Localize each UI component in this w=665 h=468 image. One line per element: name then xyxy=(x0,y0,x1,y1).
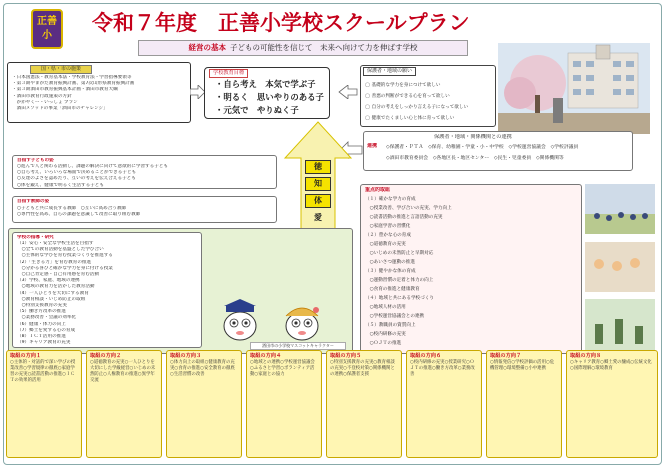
learning-line: ○教育相談・いじめ防止の取組 xyxy=(17,296,86,302)
priority-measures-title: 重点的取組 xyxy=(365,187,391,193)
direction-card xyxy=(246,350,322,458)
school-goal-item: ・元気で やりぬく子 xyxy=(215,105,299,115)
direction-card xyxy=(326,350,402,458)
priority-measures-box xyxy=(360,184,582,354)
school-logo-text: 正善小 xyxy=(37,16,57,41)
collaboration-box xyxy=(363,131,633,171)
measure-line: （１）確かな学力の育成 xyxy=(365,197,416,202)
school-goal-item: ・自ら考え 本気で学ぶ子 xyxy=(215,79,316,89)
collaboration-row: ◇保護者・ＰＴＡ ◇保育、幼稚園・学童・小・中学校 ◇学校運営協議会 ◇学校評議員 xyxy=(386,145,579,150)
measure-line: ○食育の推進と健康教育 xyxy=(365,287,420,292)
direction-card-title: 取組の方向２ xyxy=(90,353,122,359)
school-building-illustration xyxy=(498,43,650,134)
national-line: かがやくー・いっしょ プラン xyxy=(12,99,78,105)
school-goal-item: ・明るく 思いやりのある子 xyxy=(215,92,324,102)
direction-card-title: 取組の方向７ xyxy=(490,353,522,359)
school-building-photo xyxy=(498,43,650,134)
national-policy-box xyxy=(7,62,191,123)
national-line: ・第３期酒田市教育振興基本計画・酒田市教育大綱 xyxy=(12,87,118,93)
direction-card xyxy=(566,350,658,458)
target-children-title: 目指す子どもの姿 xyxy=(17,158,54,163)
learning-line: （2）「生きる力」を育む教育の推進 xyxy=(17,259,92,265)
learning-line: （7）郷土を愛する心の育成 xyxy=(17,327,76,333)
learning-line: （8）ＩＣＴ活用の推進 xyxy=(17,334,66,340)
direction-card-title: 取組の方向８ xyxy=(570,353,602,359)
activity-photos xyxy=(585,184,655,354)
direction-card-title: 取組の方向３ xyxy=(170,353,202,359)
target-teachers-list xyxy=(17,206,275,218)
direction-card xyxy=(86,350,162,458)
measure-line: ○校内研修の充実 xyxy=(365,332,406,337)
target-children-line: ○自ら考え、いろいろな場面で決めることができる子ども xyxy=(17,170,137,176)
measure-line: （２）豊かな心の育成 xyxy=(365,233,411,238)
learning-line: ○業務改善・会議の効率化 xyxy=(17,315,77,321)
pillar-knowledge: 知 xyxy=(305,177,331,191)
measure-line: ○いじめの未然防止と早期対応 xyxy=(365,251,434,256)
priority-measures-list xyxy=(365,195,580,348)
measure-line: ○授業改善、学び合いの充実、学力向上 xyxy=(365,206,452,211)
learning-line: ○地域の教育力を活かした教育活動 xyxy=(17,284,95,290)
learning-line: （5）働き方改革の推進 xyxy=(17,309,66,315)
direction-card xyxy=(406,350,482,458)
mascot-area xyxy=(206,296,346,352)
measure-line: （３）健やかな体の育成 xyxy=(365,269,416,274)
community-wishes-label: 保護者・地域の願い xyxy=(363,67,416,76)
direction-card-body: ○道徳教育の充実○一人ひとりを大切にした学級経営○いじめの未然防止○人権教育の推進○異学年交流 xyxy=(90,360,156,383)
pillar-love: 愛 xyxy=(314,213,322,222)
national-line: ・酒田市教育行政施策の方針 xyxy=(12,93,72,99)
philosophy-banner xyxy=(138,40,468,56)
target-children-line: ○体を鍛え、健康で明るく生活する子ども xyxy=(17,182,104,188)
measure-line: ○道徳教育の充実 xyxy=(365,242,406,247)
direction-card-title: 取組の方向６ xyxy=(410,353,442,359)
page-title: 令和７年度 正善小学校スクールプラン xyxy=(92,10,470,35)
measure-line: ○運動習慣の定着と体力の向上 xyxy=(365,278,434,283)
direction-card xyxy=(6,350,82,458)
measure-line: ○学校運営協議会との連携 xyxy=(365,314,425,319)
collaboration-row: ◇酒田市教育委員会 ◇各地区長・地区センター ◇民生・児童委員 ◇関係機関等 xyxy=(386,156,564,161)
mascot-illustration xyxy=(206,296,346,344)
national-policy-label: 国・県・市の施策 xyxy=(30,65,92,74)
wish-item: ◯ 善悪の判断ができる心を育って欲しい xyxy=(365,94,450,99)
wish-item: ◯ 健康でたくましい心と体に育って欲しい xyxy=(365,116,455,121)
target-teachers-line: ○子どもと共に成長する教師 ○互いに高め合う教師 xyxy=(17,206,127,211)
direction-card-title: 取組の方向１ xyxy=(10,353,42,359)
target-children-line: ○友達のよさを認めたり、互いの考えを伝え合える子ども xyxy=(17,176,136,182)
left-arrow-icon xyxy=(338,85,358,99)
measure-line: ○ＯＪＴの推進 xyxy=(365,341,402,346)
philosophy-key: 経営の基本 xyxy=(188,43,226,52)
target-children-line: ○進んで人と関わる活動し、課題の解決に向けて意欲的に学習する子ども xyxy=(17,164,169,169)
mascot-caption: 酒田市の小学校マスコットキャラクター xyxy=(250,342,346,350)
collaboration-label: 連携 xyxy=(367,143,378,149)
learning-line: ○自己肯定感・自己有用感を育む活動 xyxy=(17,272,100,278)
collaboration-title: 保護者・地域・関係機関との連携 xyxy=(434,134,512,140)
learning-line: （6）健康・体力の向上 xyxy=(17,321,66,327)
direction-card-body: ○体力向上の取組○健康教育の充実○食育の推進○安全教育の徹底○生活習慣の改善 xyxy=(170,360,235,377)
learning-line: ○主体的な学びを育む授業づくりを推進する xyxy=(17,253,113,259)
target-children-box xyxy=(12,155,277,189)
measure-line: ○読書活動の推進と言語活動の充実 xyxy=(365,215,443,220)
learning-title: 学校の指導・研究 xyxy=(17,235,54,240)
national-line: ・第３期やまがた教育振興計画、第7次山形県教育振興計画 xyxy=(12,81,135,87)
community-wishes-list xyxy=(365,80,495,124)
national-policy-list xyxy=(12,75,190,112)
school-logo xyxy=(31,9,63,49)
measure-line: （５）教職員の資質向上 xyxy=(365,323,416,328)
target-teachers-box xyxy=(12,196,277,223)
target-children-list xyxy=(17,164,275,189)
learning-list-box xyxy=(12,232,202,348)
direction-card-title: 取組の方向５ xyxy=(330,353,362,359)
learning-line: （9）キャリア教育の充実 xyxy=(17,340,71,346)
learning-list xyxy=(17,241,201,346)
learning-line: ○特別支援教育の充実 xyxy=(17,303,67,309)
learning-line: （1）安心・安全な学校生活を目指す xyxy=(17,241,94,246)
wish-item: ◯ 自分の考えをしっかり言える子になって欲しい xyxy=(365,105,469,110)
direction-card xyxy=(486,350,562,458)
learning-line: （3）学校、家庭、地域の連携 xyxy=(17,278,80,284)
measure-line: ○地域人材の活用 xyxy=(365,305,406,310)
wish-item: ◯ 基礎的な学力を身につけて欲しい xyxy=(365,83,441,88)
pillar-moral: 徳 xyxy=(305,160,331,174)
learning-line: ○全ての教育活動を基盤とした学び合い xyxy=(17,247,104,253)
direction-card-body: ○キャリア教育○郷土愛の醸成○伝統文化○国際理解○環境教育 xyxy=(570,360,652,371)
target-teachers-line: ○専門性を高め、自らの課題を意識して改善に取り組む教師 xyxy=(17,212,141,218)
direction-card-title: 取組の方向４ xyxy=(250,353,282,359)
philosophy-text: 子どもの可能性を信じて 未来へ向けて力を伸ばす学校 xyxy=(230,43,418,52)
national-line: ・日本国憲法・教育基本法・学校教育法・学習指導要領等 xyxy=(12,75,132,80)
direction-card-body: ○主体的・対話的で深い学びの授業改善○学習規律の徹底○家庭学習の充実○読書活動の推進○ＩＣＴの効果的活用 xyxy=(10,360,76,383)
direction-card xyxy=(166,350,242,458)
learning-line: ○分かる喜びと確かな学力を身に付ける授業 xyxy=(17,265,113,271)
measure-line: ○あいさつ運動の推進 xyxy=(365,260,415,265)
community-wishes-box xyxy=(360,65,496,127)
measure-line: ○家庭学習の習慣化 xyxy=(365,224,411,229)
direction-card-body: ○特別支援教育の充実○教育相談の充実○不登校対策○関係機関との連携○保護者支援 xyxy=(330,360,395,377)
learning-line: （4）一人ひとりを大切にする教育 xyxy=(17,290,89,296)
target-teachers-title: 目指す教師の姿 xyxy=(17,199,50,204)
school-goal-box xyxy=(204,67,330,119)
measure-line: （４）地域と共にある学校づくり xyxy=(365,296,434,301)
school-goal-label: 学校教育目標 xyxy=(209,69,248,78)
national-line: 酒田メソッドの事業「酒田市のチャレンジ」 xyxy=(12,106,108,112)
direction-card-body: ○地域との連携○学校運営協議会○ふるさと学習○ボランティア活動○家庭との協力 xyxy=(250,360,315,377)
activity-photos-illustration xyxy=(585,184,655,354)
direction-card-body: ○校内研修の充実○授業研究○ＯＪＴの推進○働き方改革○業務改善 xyxy=(410,360,475,377)
pillar-body: 体 xyxy=(305,194,331,208)
direction-card-body: ○情報発信○学校評価の活用○危機管理○環境整備○小中連携 xyxy=(490,360,555,371)
